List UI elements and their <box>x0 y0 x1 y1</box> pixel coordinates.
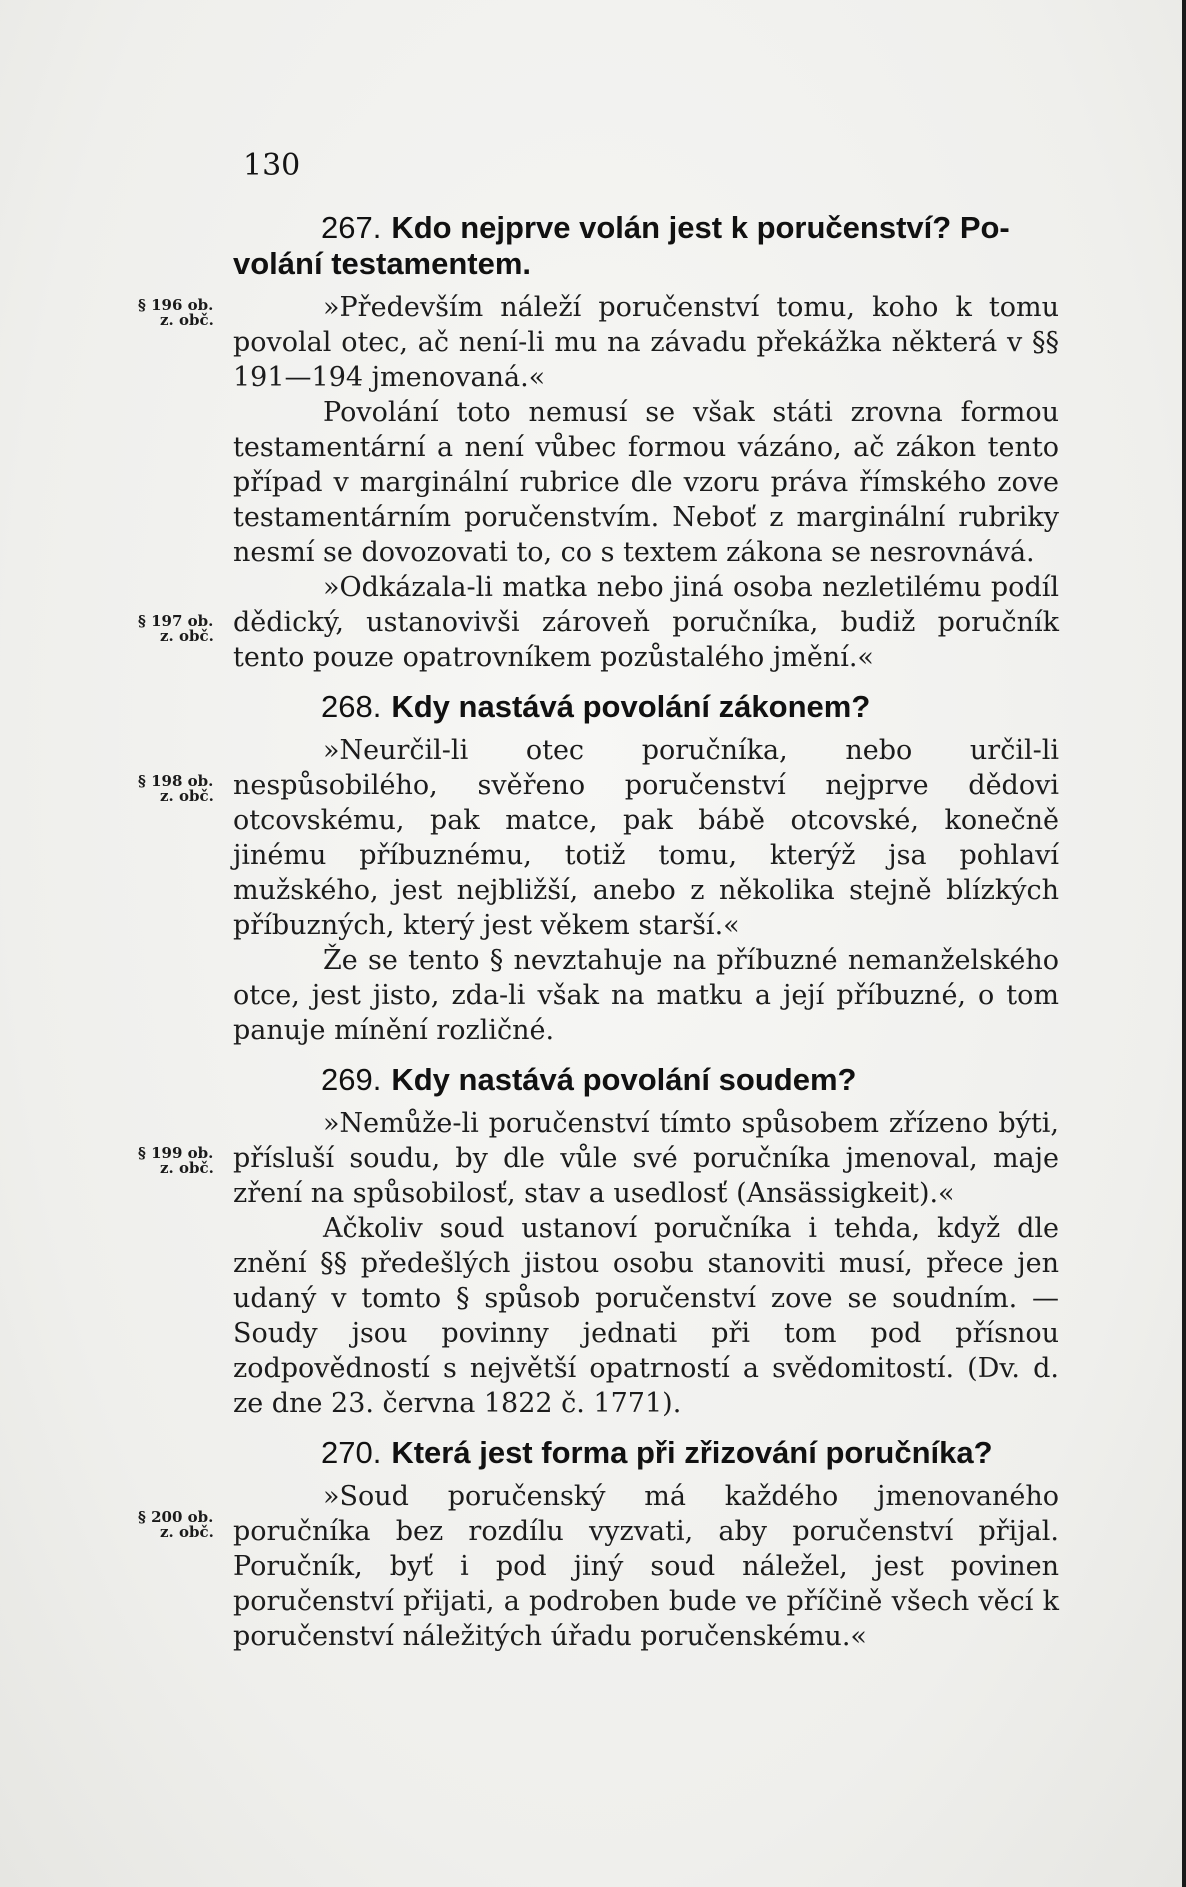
section-heading-continued: volání testamentem. <box>233 246 532 281</box>
section-268 <box>233 689 1059 1048</box>
margin-ref-line: z. obč. <box>160 1159 214 1177</box>
margin-ref-line: z. obč. <box>160 311 214 329</box>
margin-reference-196 <box>138 298 214 328</box>
section-title: Kdo nejprve volán jest k poručenství? Po- <box>391 210 1010 245</box>
margin-reference-198 <box>138 774 214 804</box>
margin-ref-line: § 198 ob. <box>138 772 214 790</box>
section-heading <box>233 210 1059 246</box>
margin-reference-200 <box>138 1510 214 1540</box>
margin-reference-199 <box>138 1146 214 1176</box>
quoted-paragraph: »Neurčil-li otec poručníka, nebo určil-li nespůsobilého, svěřeno poručenství nejprve dědovi otcovskému, pak matce, pak bábě otcovské, konečně jinému příbuznému, totiž tomu, kterýž jsa pohlaví mužského, jest nejbližší, anebo z několika stejně blízkých příbuzných, který jest věkem starší.« <box>233 735 1059 941</box>
section-title: Která jest forma při zřizování poručníka? <box>391 1435 993 1470</box>
quoted-paragraph: »Především náleží poručenství tomu, koho k tomu povolal otec, ač není-li mu na závadu překážka některá v §§ 191—194 jmenovaná.« <box>233 292 1059 393</box>
section-number: 270. <box>321 1435 382 1470</box>
main-text <box>233 210 1059 1654</box>
section-number: 267. <box>321 210 382 245</box>
margin-ref-line: § 197 ob. <box>138 612 214 630</box>
margin-ref-line: § 196 ob. <box>138 296 214 314</box>
quoted-paragraph: »Odkázala-li matka nebo jiná osoba nezletilému podíl dědický, ustanovivši zároveň poručníka, budiž poručník tento pouze opatrovníkem pozůstalého jmění.« <box>233 572 1059 673</box>
section-270 <box>233 1435 1059 1654</box>
margin-reference-197 <box>138 614 214 644</box>
section-number: 269. <box>321 1062 382 1097</box>
section-heading <box>233 1062 1059 1098</box>
section-title: Kdy nastává povolání zákonem? <box>391 689 871 724</box>
section-heading <box>233 689 1059 725</box>
margin-ref-line: z. obč. <box>160 787 214 805</box>
section-269 <box>233 1062 1059 1421</box>
margin-ref-line: z. obč. <box>160 627 214 645</box>
commentary-paragraph: Povolání toto nemusí se však státi zrovna formou testamentární a není vůbec formou vázáno, ač zákon tento případ v marginální rubrice dle vzoru práva římského zove testamentárním poručenstvím. Neboť z marginální rubriky nesmí se dovozovati to, co s textem zákona se nesrovnává. <box>233 397 1059 568</box>
margin-ref-line: § 200 ob. <box>138 1508 214 1526</box>
section-number: 268. <box>321 689 382 724</box>
margin-ref-line: § 199 ob. <box>138 1144 214 1162</box>
scan-edge <box>1182 0 1186 1887</box>
section-heading <box>233 1435 1059 1471</box>
page-number: 130 <box>243 148 301 183</box>
section-267 <box>233 210 1059 675</box>
margin-ref-line: z. obč. <box>160 1523 214 1541</box>
commentary-paragraph: Že se tento § nevztahuje na příbuzné nemanželského otce, jest jisto, zda-li však na matku a její příbuzné, o tom panuje mínění rozličné. <box>233 945 1059 1046</box>
quoted-paragraph: »Nemůže-li poručenství tímto spůsobem zřízeno býti, přísluší soudu, by dle vůle své poručníka jmenoval, maje zření na spůsobilosť, stav a usedlosť (Ansässigkeit).« <box>233 1108 1059 1209</box>
quoted-paragraph: »Soud poručenský má každého jmenovaného poručníka bez rozdílu vyzvati, aby poručenství přijal. Poručník, byť i pod jiný soud náležel, jest povinen poručenství přijati, a podroben bude ve příčině všech věcí k poručenství náležitých úřadu poručenskému.« <box>233 1481 1059 1652</box>
commentary-paragraph: Ačkoliv soud ustanoví poručníka i tehda, když dle znění §§ předešlých jistou osobu stanoviti musí, přece jen udaný v tomto § spůsob poručenství zove se soudním. — Soudy jsou povinny jednati při tom pod přísnou zodpovědností s největší opatrností a svědomitostí. (Dv. d. ze dne 23. června 1822 č. 1771). <box>233 1213 1059 1419</box>
section-title: Kdy nastává povolání soudem? <box>391 1062 857 1097</box>
